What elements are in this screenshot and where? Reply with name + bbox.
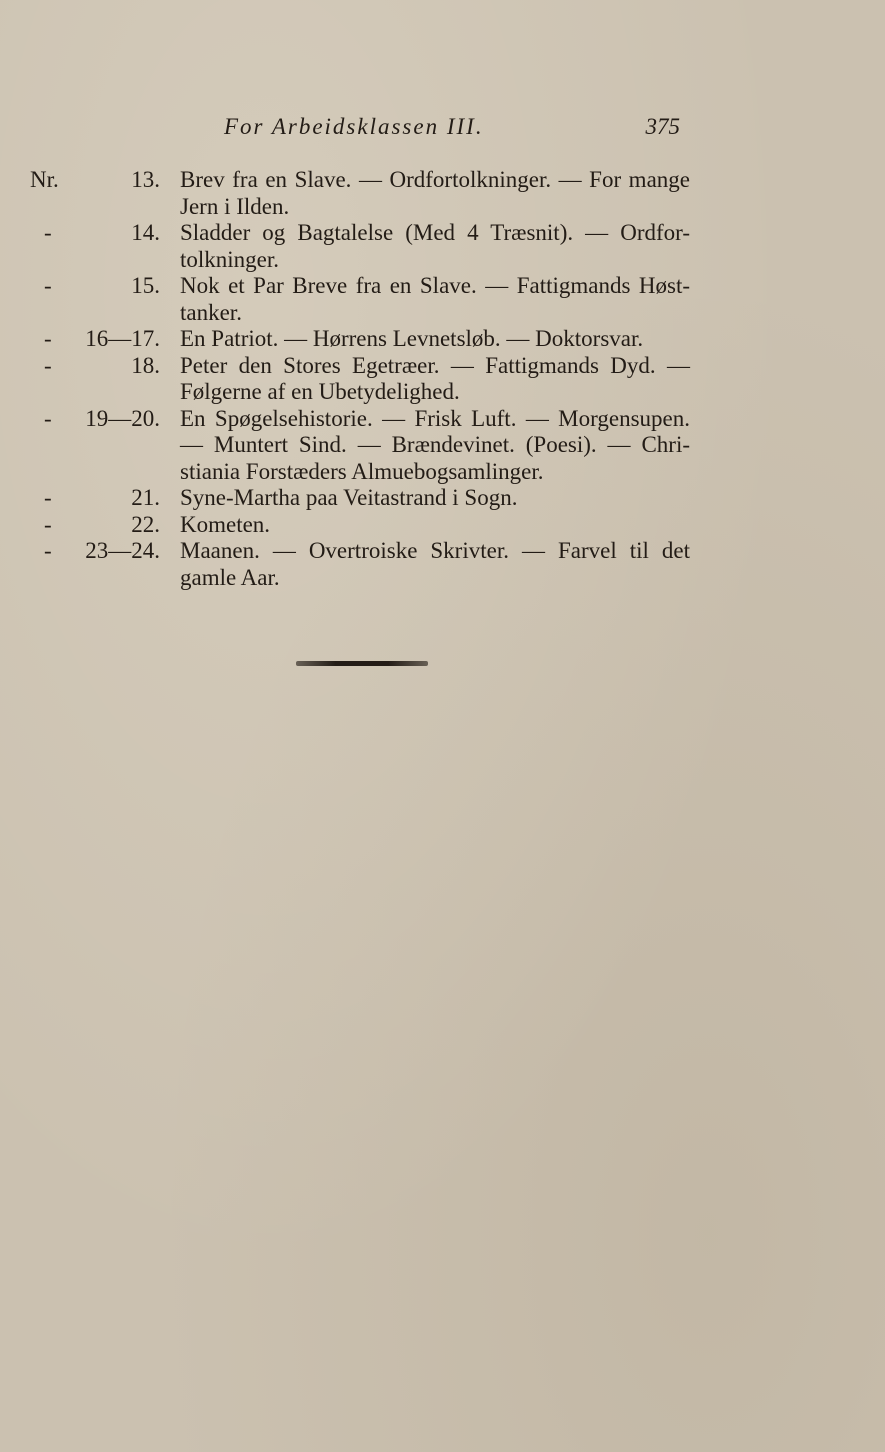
entry-marker: - (44, 485, 52, 510)
entry-marker: - (44, 405, 52, 431)
entry-marker: - (44, 538, 52, 563)
entry-line: stiania Forstæders Almuebogsamlinger. (180, 458, 544, 484)
entry-number: 19—20. (85, 405, 160, 431)
entry-line: Brev fra en Slave. — Ordfortolkninger. — For mange (180, 167, 690, 192)
entry-line: — Muntert Sind. — Brændevinet. (Poesi). — Chri- (180, 432, 690, 457)
page-number: 375 (645, 114, 680, 139)
entry-marker: - (44, 511, 52, 537)
entry-line: Jern i Ilden. (180, 193, 290, 219)
end-rule-ornament (296, 661, 428, 666)
entry-line: tanker. (180, 299, 242, 325)
entry-line: Maanen. — Overtroiske Skrivter. — Farvel til det (180, 538, 690, 563)
entry-text (160, 485, 690, 512)
entry-line: Nok et Par Breve fra en Slave. — Fattigmands Høst- (180, 273, 690, 298)
entry-text (160, 512, 690, 539)
running-head (160, 114, 680, 148)
entry-line: En Patriot. — Hørrens Levnetsløb. — Doktorsvar. (180, 326, 644, 351)
entry-number: 13. (131, 167, 160, 192)
entry-marker: Nr. (30, 167, 59, 192)
entry-number: 14. (131, 220, 160, 245)
contents-entry (30, 485, 690, 512)
contents-entry (30, 326, 690, 353)
entry-line: Kometen. (180, 511, 271, 537)
entry-line: Sladder og Bagtalelse (Med 4 Træsnit). — Ordfor- (180, 220, 690, 245)
entry-number: 22. (131, 511, 160, 537)
contents-entry (30, 273, 690, 326)
entry-text (160, 353, 690, 406)
contents-entry (30, 406, 690, 486)
entry-text (160, 326, 690, 353)
contents-entry (30, 538, 690, 591)
contents-entry (30, 512, 690, 539)
entry-marker: - (44, 352, 52, 378)
entry-line: Peter den Stores Egetræer. — Fattigmands Dyd. — (180, 352, 690, 378)
entry-text (160, 538, 690, 591)
entry-line: En Spøgelsehistorie. — Frisk Luft. — Morgensupen. (180, 405, 690, 431)
entry-line: tolkninger. (180, 246, 280, 272)
entry-number: 15. (131, 273, 160, 298)
entry-line: Syne-Martha paa Veitastrand i Sogn. (180, 485, 518, 510)
running-title: For Arbeidsklassen III. (224, 114, 484, 139)
entry-marker: - (44, 273, 52, 298)
entry-marker: - (44, 326, 52, 351)
contents-list (30, 167, 690, 591)
entry-text (160, 220, 690, 273)
entry-number: 21. (131, 485, 160, 510)
entry-marker: - (44, 220, 52, 245)
entry-line: gamle Aar. (180, 564, 280, 590)
contents-entry (30, 167, 690, 220)
entry-text (160, 273, 690, 326)
entry-number: 18. (131, 352, 160, 378)
entry-number: 23—24. (85, 538, 160, 563)
contents-entry (30, 220, 690, 273)
entry-text (160, 406, 690, 486)
entry-line: Følgerne af en Ubetydelighed. (180, 379, 460, 404)
entry-number: 16—17. (85, 326, 160, 351)
entry-text (160, 167, 690, 220)
contents-entry (30, 353, 690, 406)
